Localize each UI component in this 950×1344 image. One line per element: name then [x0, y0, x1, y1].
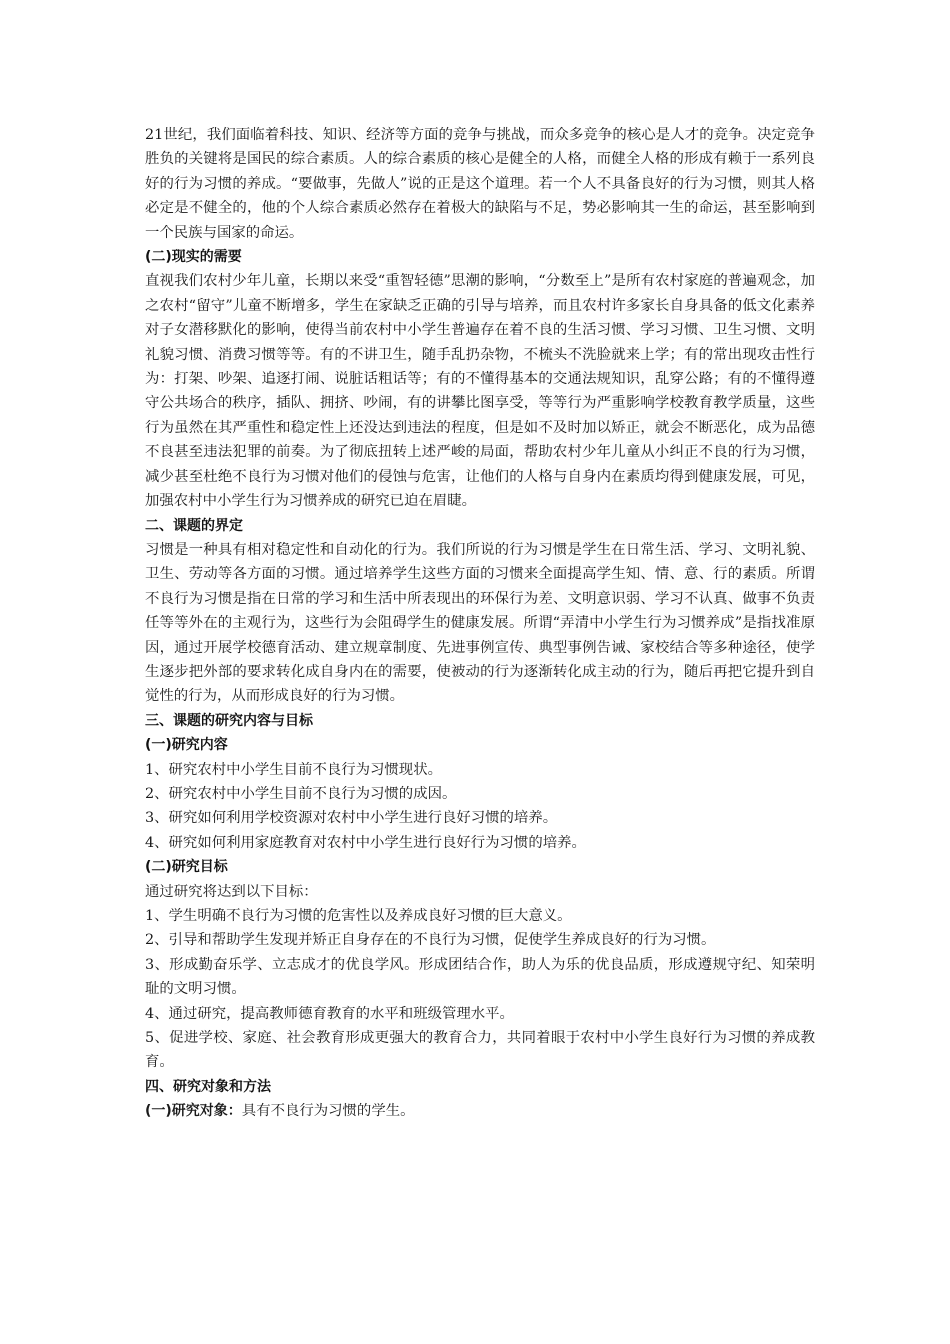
content-item: 3、研究如何利用学校资源对农村中小学生进行良好习惯的培养。	[145, 810, 558, 827]
research-objects-line	[145, 1099, 815, 1123]
goal-item: 5、促进学校、家庭、社会教育形成更强大的教育合力，共同着眼于农村中小学生良好行为习惯的养成教育。	[145, 1030, 815, 1071]
paragraph-habit-definition: 习惯是一种具有相对稳定性和自动化的行为。我们所说的行为习惯是学生在日常生活、学习、文明礼貌、卫生、劳动等各方面的习惯。通过培养学生这些方面的习惯来全面提高学生知、情、意、行的素质。所谓不良行为习惯是指在日常的学习和生活中所表现出的环保行为差、文明意识弱、学习不认真、做事不负责任等等外在的主观行为，这些行为会阻碍学生的健康发展。所谓“弄清中小学生行为习惯养成”是指找准原因，通过开展学校德育活动、建立规章制度、先进事例宣传、典型事例告诫、家校结合等多种途径，使学生逐步把外部的要求转化成自身内在的需要，使被动的行为逐渐转化成主动的行为，随后再把它提升到自觉性的行为，从而形成良好的行为习惯。	[145, 541, 815, 705]
content-item: 4、研究如何利用家庭教育对农村中小学生进行良好行为习惯的培养。	[145, 834, 586, 851]
content-item: 2、研究农村中小学生目前不良行为习惯的成因。	[145, 785, 457, 802]
paragraph-competition: 21世纪，我们面临着科技、知识、经济等方面的竞争与挑战，而众多竞争的核心是人才的竞争。决定竞争胜负的关键将是国民的综合素质。人的综合素质的核心是健全的人格，而健全人格的形成有赖于一系列良好的行为习惯的养成。“要做事，先做人”说的正是这个道理。若一个人不具备良好的行为习惯，则其人格必定是不健全的，他的个人综合素质必然存在着极大的缺陷与不足，势必影响其一生的命运，甚至影响到一个民族与国家的命运。	[145, 127, 815, 241]
document-page	[145, 123, 815, 1124]
content-item: 1、研究农村中小学生目前不良行为习惯现状。	[145, 761, 442, 778]
heading-reality-needs: (二)现实的需要	[145, 249, 242, 266]
heading-research-content: (一)研究内容	[145, 737, 228, 754]
heading-topic-definition: 二、课题的界定	[145, 517, 243, 534]
goal-item: 3、形成勤奋乐学、立志成才的优良学风。形成团结合作，助人为乐的优良品质，形成遵规守纪、知荣明耻的文明习惯。	[145, 956, 815, 998]
heading-objects-and-methods: 四、研究对象和方法	[145, 1078, 271, 1095]
goals-intro: 通过研究将达到以下目标：	[145, 883, 318, 900]
goal-item: 2、引导和帮助学生发现并矫正自身存在的不良行为习惯，促使学生养成良好的行为习惯。	[145, 932, 716, 949]
goal-item: 4、通过研究，提高教师德育教育的水平和班级管理水平。	[145, 1005, 514, 1022]
research-objects-text: 具有不良行为习惯的学生。	[241, 1103, 415, 1120]
heading-research-goals: (二)研究目标	[145, 859, 228, 876]
paragraph-rural-children: 直视我们农村少年儿童，长期以来受“重智轻德”思潮的影响，“分数至上”是所有农村家庭的普遍观念，加之农村“留守”儿童不断增多，学生在家缺乏正确的引导与培养，而且农村许多家长自身具备的低文化素养对子女潜移默化的影响，使得当前农村中小学生普遍存在着不良的生活习惯、学习习惯、卫生习惯、文明礼貌习惯、消费习惯等等。有的不讲卫生，随手乱扔杂物，不梳头不洗脸就来上学；有的常出现攻击性行为：打架、吵架、追逐打闹、说脏话粗话等；有的不懂得基本的交通法规知识，乱穿公路；有的不懂得遵守公共场合的秩序，插队、拥挤、吵闹，有的讲攀比图享受，等等行为严重影响学校教育教学质量，这些行为虽然在其严重性和稳定性上还没达到违法的程度，但是如不及时加以矫正，就会不断恶化，成为品德不良甚至违法犯罪的前奏。为了彻底扭转上述严峻的局面，帮助农村少年儿童从小纠正不良的行为习惯，减少甚至杜绝不良行为习惯对他们的侵蚀与危害，让他们的人格与自身内在素质均得到健康发展，可见，加强农村中小学生行为习惯养成的研究已迫在眉睫。	[145, 273, 815, 510]
goal-item: 1、学生明确不良行为习惯的危害性以及养成良好习惯的巨大意义。	[145, 908, 572, 924]
heading-content-and-goals: 三、课题的研究内容与目标	[145, 712, 313, 729]
research-objects-label: (一)研究对象：	[145, 1103, 242, 1120]
